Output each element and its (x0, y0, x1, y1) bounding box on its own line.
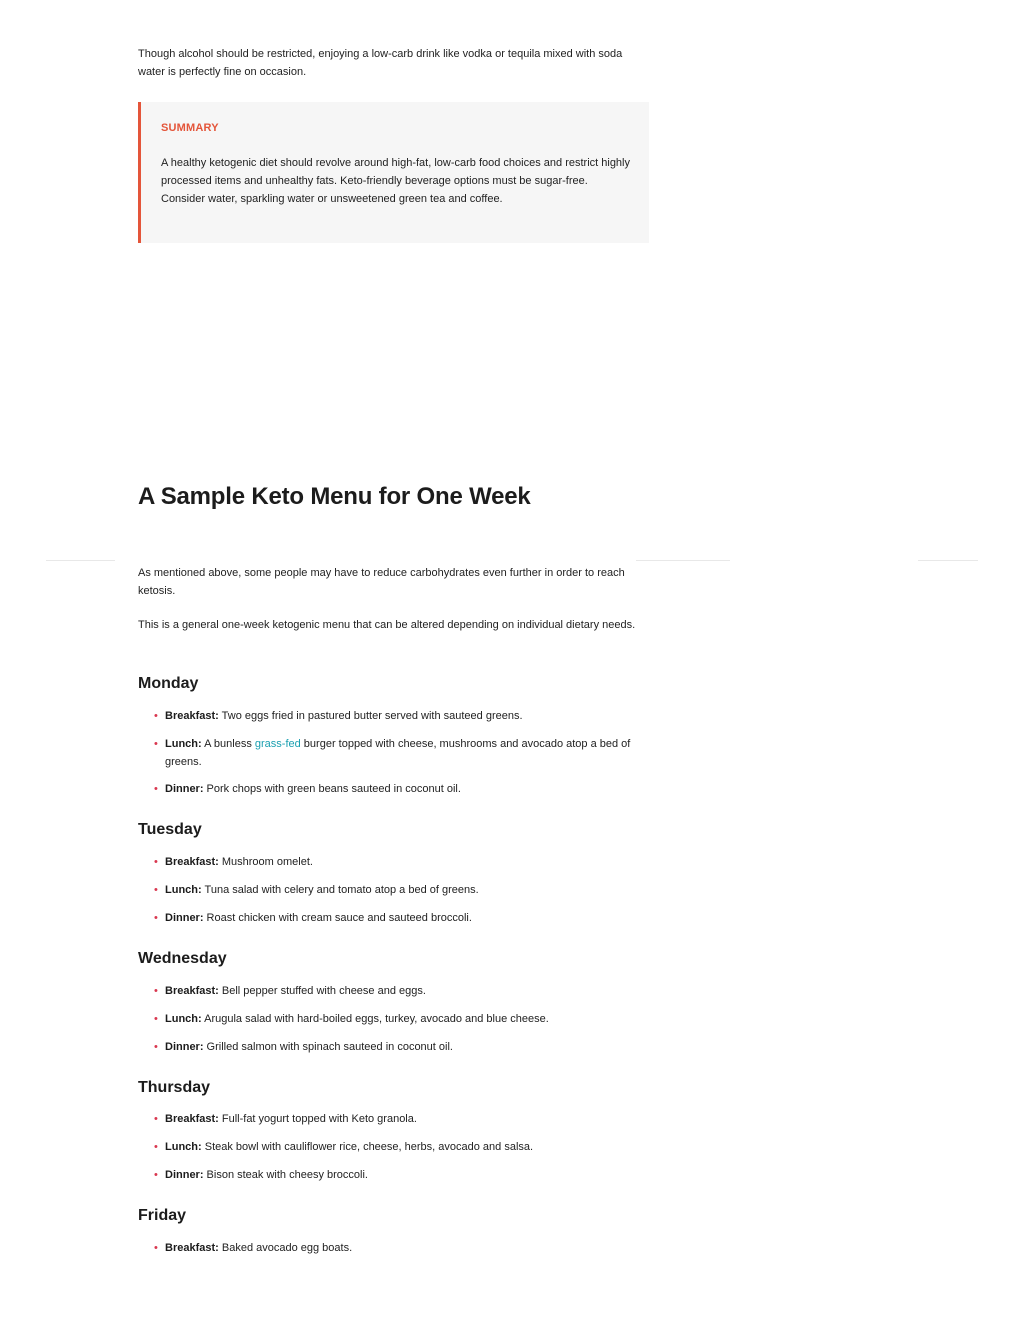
meal-text: Grilled salmon with spinach sauteed in coconut oil. (203, 1041, 453, 1053)
meal-text: Steak bowl with cauliflower rice, cheese, herbs, avocado and salsa. (201, 1141, 534, 1153)
meal-label: Breakfast: (165, 710, 219, 722)
bullet-icon: • (154, 856, 158, 868)
meal-text: Mushroom omelet. (218, 856, 313, 868)
meal-label: Lunch: (165, 884, 202, 896)
grass-fed-link[interactable]: grass-fed (254, 738, 301, 750)
list-item-monday-breakfast (154, 708, 645, 726)
bullet-icon: • (154, 985, 158, 997)
meal-label: Lunch: (165, 738, 202, 750)
list-item-wednesday-lunch (154, 1011, 645, 1029)
meal-label: Breakfast: (165, 1113, 219, 1125)
bullet-icon: • (154, 738, 158, 750)
list-item-tuesday-lunch (154, 882, 645, 900)
day-heading-monday: Monday (138, 675, 199, 692)
list-item-thursday-lunch (154, 1139, 645, 1157)
divider-center (636, 560, 730, 561)
meal-label: Lunch: (165, 1013, 202, 1025)
meal-label: Breakfast: (165, 1242, 219, 1254)
bullet-icon: • (154, 1013, 158, 1025)
section-paragraph-1: As mentioned above, some people may have to reduce carbohydrates even further in order to reach ketosis. (138, 567, 625, 597)
section-title: A Sample Keto Menu for One Week (138, 483, 531, 510)
meal-label: Dinner: (165, 912, 204, 924)
summary-box (138, 102, 649, 243)
meal-text: Two eggs fried in pastured butter served with sauteed greens. (218, 710, 523, 722)
meal-text: Arugula salad with hard-boiled eggs, turkey, avocado and blue cheese. (201, 1013, 549, 1025)
list-item-friday-breakfast (154, 1240, 645, 1258)
meal-text: burger topped with cheese, mushrooms and avocado atop a bed of greens. (165, 738, 631, 768)
meal-label: Lunch: (165, 1141, 202, 1153)
list-item-thursday-dinner (154, 1167, 645, 1185)
bullet-icon: • (154, 1242, 158, 1254)
bullet-icon: • (154, 1141, 158, 1153)
list-item-wednesday-dinner (154, 1039, 645, 1057)
meal-text: A bunless (201, 738, 255, 750)
list-item-wednesday-breakfast (154, 983, 645, 1001)
meal-text: Full-fat yogurt topped with Keto granola. (218, 1113, 417, 1125)
list-item-monday-lunch (154, 736, 645, 771)
day-heading-wednesday: Wednesday (138, 950, 227, 967)
meal-label: Dinner: (165, 1041, 204, 1053)
meal-label: Dinner: (165, 783, 204, 795)
list-item-tuesday-breakfast (154, 854, 645, 872)
bullet-icon: • (154, 783, 158, 795)
summary-label: SUMMARY (161, 122, 219, 134)
meal-text: Roast chicken with cream sauce and sauteed broccoli. (203, 912, 472, 924)
meal-label: Breakfast: (165, 985, 219, 997)
summary-text: A healthy ketogenic diet should revolve around high-fat, low-carb food choices and restrict highly processed items and unhealthy fats. Keto-friendly beverage options must be sugar-free. Consider water, sparkling water or unsweetened green tea and coffee. (161, 157, 630, 205)
divider-right (918, 560, 978, 561)
bullet-icon: • (154, 1041, 158, 1053)
day-heading-tuesday: Tuesday (138, 821, 202, 838)
list-item-thursday-breakfast (154, 1111, 645, 1129)
alcohol-paragraph: Though alcohol should be restricted, enjoying a low-carb drink like vodka or tequila mixed with soda water is perfectly fine on occasion. (138, 48, 623, 78)
bullet-icon: • (154, 1169, 158, 1181)
divider-left (46, 560, 115, 561)
bullet-icon: • (154, 912, 158, 924)
section-paragraph-2: This is a general one-week ketogenic menu that can be altered depending on individual dietary needs. (138, 619, 636, 631)
meal-text: Pork chops with green beans sauteed in coconut oil. (203, 783, 461, 795)
day-heading-thursday: Thursday (138, 1079, 211, 1096)
meal-text: Baked avocado egg boats. (218, 1242, 353, 1254)
list-item-monday-dinner (154, 781, 645, 799)
day-heading-friday: Friday (138, 1207, 187, 1224)
list-item-tuesday-dinner (154, 910, 645, 928)
meal-label: Dinner: (165, 1169, 204, 1181)
bullet-icon: • (154, 710, 158, 722)
meal-text: Tuna salad with celery and tomato atop a bed of greens. (201, 884, 479, 896)
meal-label: Breakfast: (165, 856, 219, 868)
bullet-icon: • (154, 884, 158, 896)
bullet-icon: • (154, 1113, 158, 1125)
meal-text: Bell pepper stuffed with cheese and eggs. (218, 985, 426, 997)
meal-text: Bison steak with cheesy broccoli. (203, 1169, 368, 1181)
